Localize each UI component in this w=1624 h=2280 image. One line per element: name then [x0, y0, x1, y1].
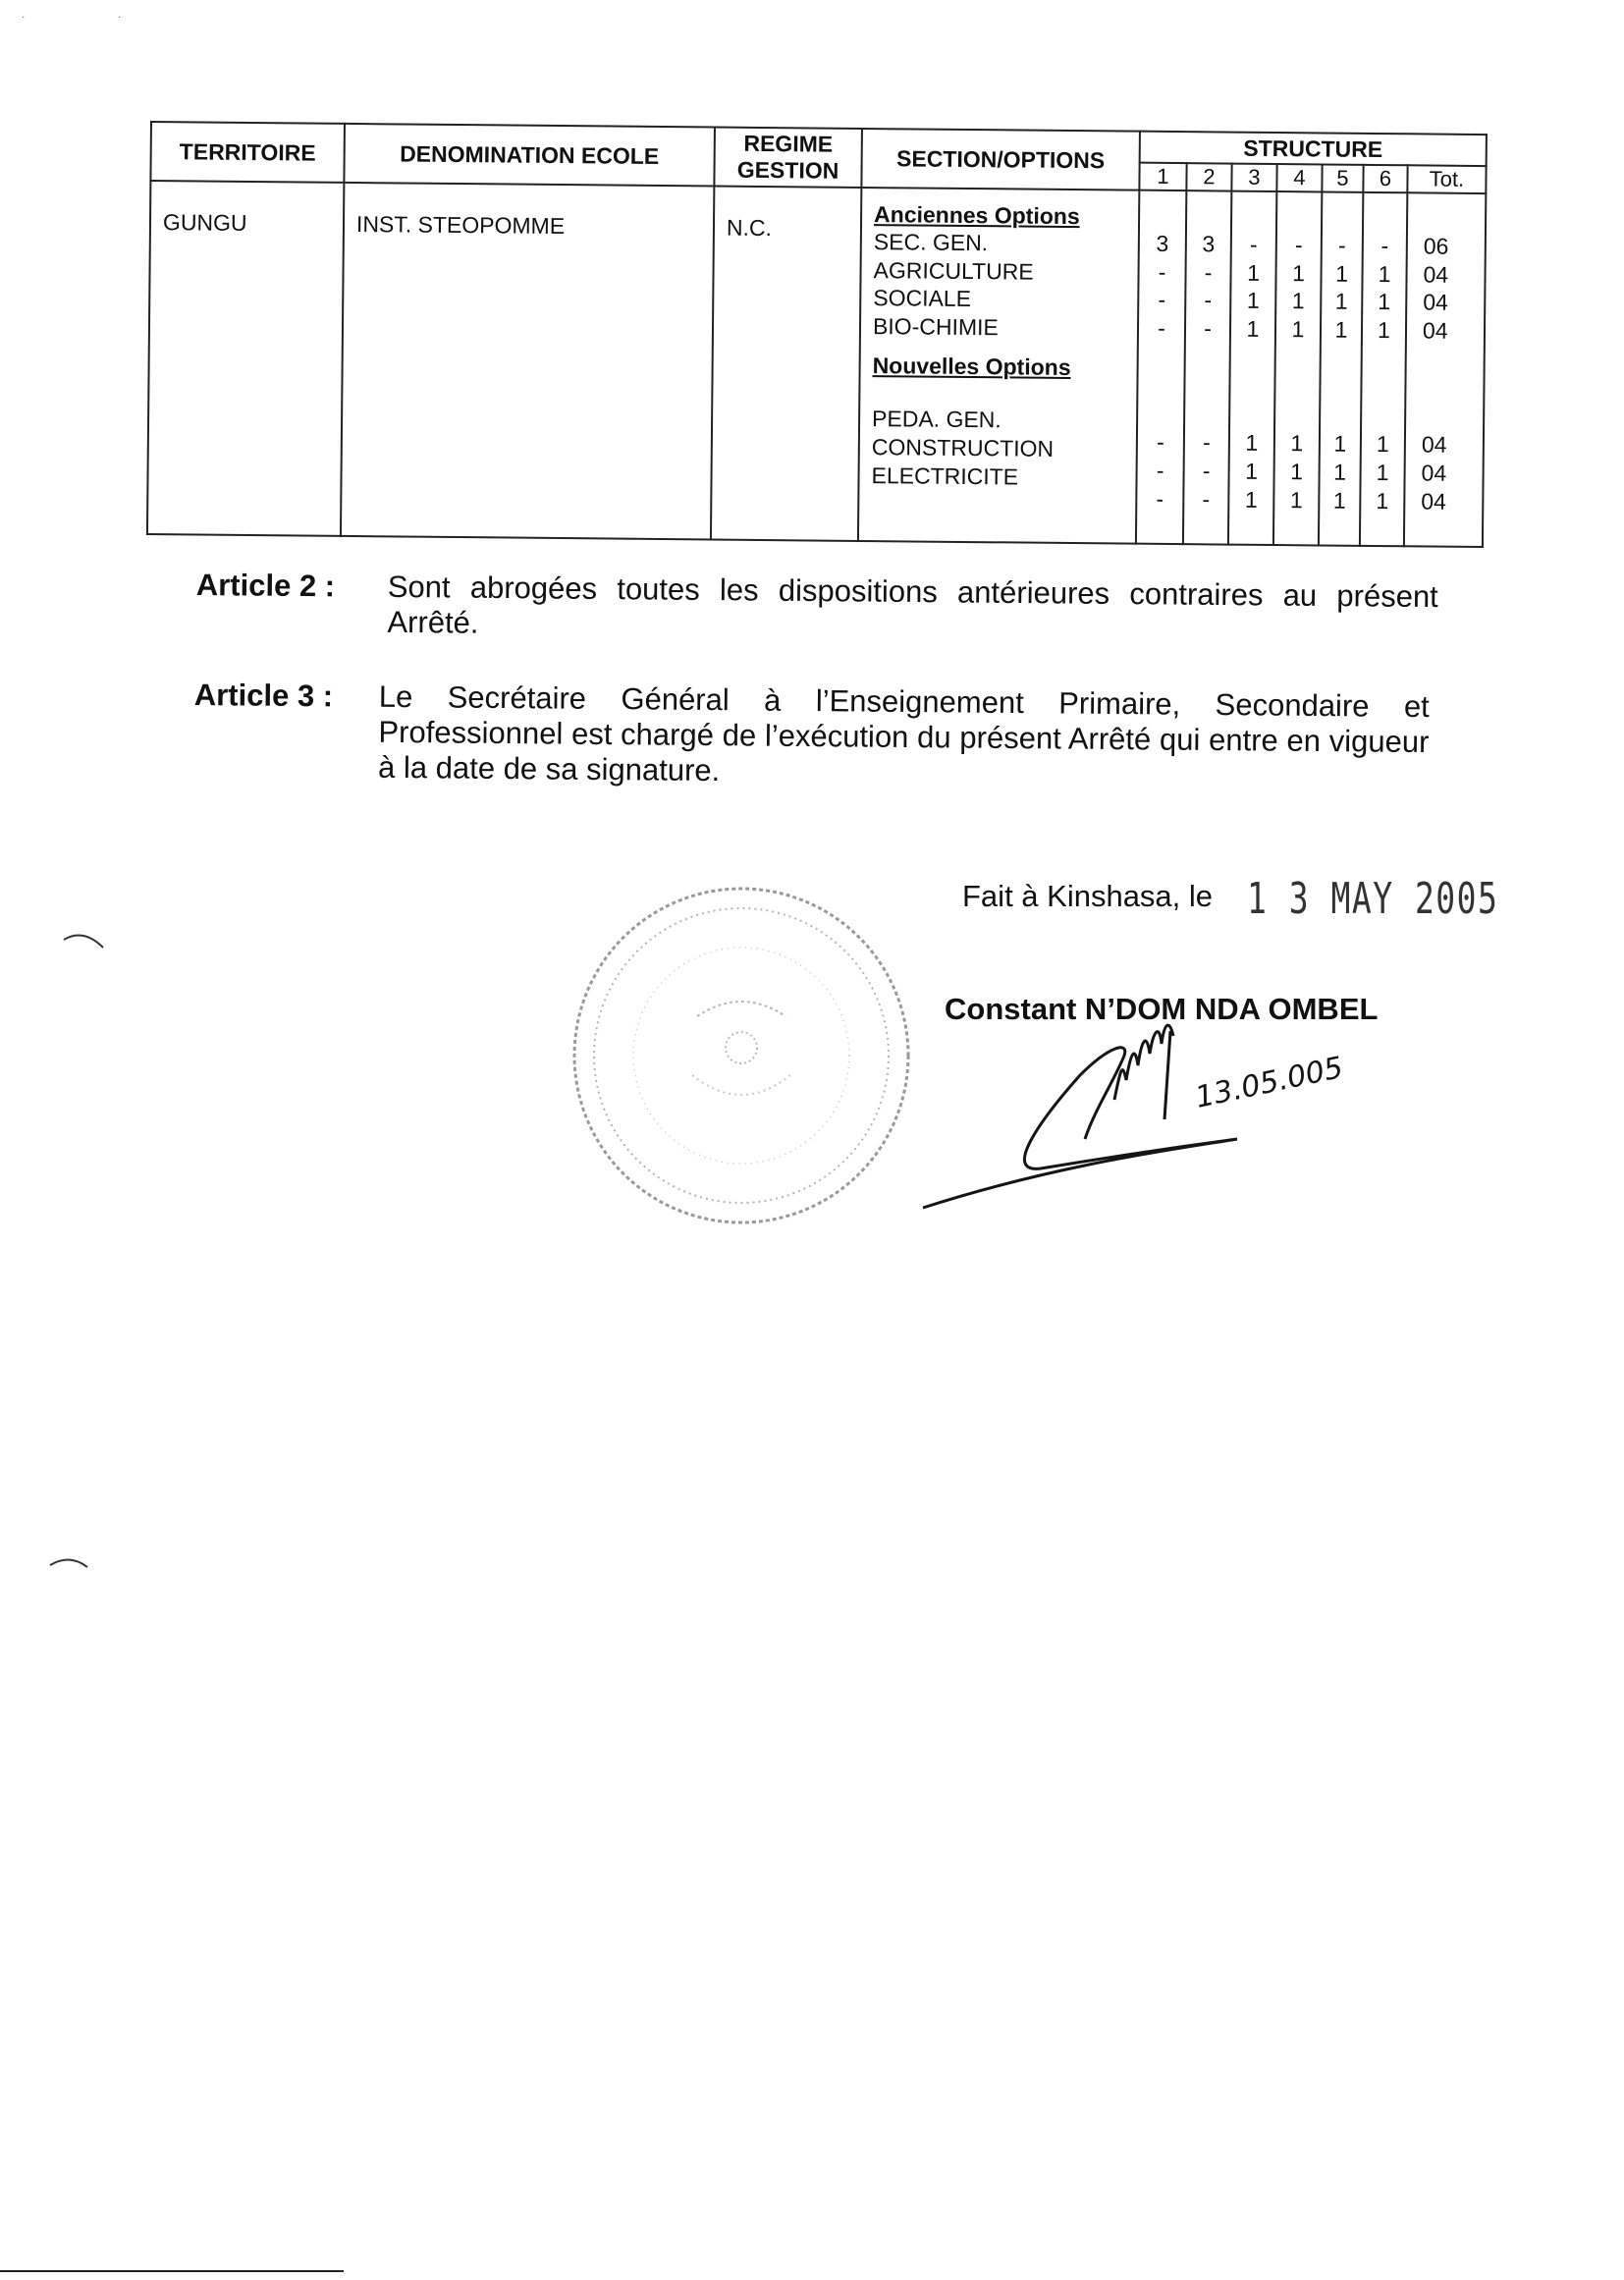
handwritten-signature — [913, 1002, 1424, 1227]
margin-mark — [61, 928, 110, 967]
structure-count: - — [1156, 429, 1164, 456]
option-name: SEC. GEN. — [873, 229, 989, 256]
structure-count: - — [1249, 231, 1258, 257]
structure-count: 1 — [1291, 315, 1305, 343]
structure-count: - — [1337, 232, 1346, 258]
scan-speck: ˙ — [118, 14, 123, 29]
structure-count: - — [1204, 315, 1212, 342]
structure-count: - — [1380, 233, 1389, 259]
col-header-denomination: DENOMINATION ECOLE — [344, 124, 715, 187]
structure-count: 1 — [1247, 259, 1261, 286]
col-header-year-4: 4 — [1276, 164, 1322, 191]
col-header-section: SECTION/OPTIONS — [861, 129, 1140, 190]
structure-count: - — [1158, 314, 1165, 341]
structure-count: - — [1204, 258, 1213, 285]
signer-name: Constant N’DOM NDA OMBEL — [945, 992, 1379, 1026]
col-header-regime — [714, 128, 862, 188]
structure-count: 04 — [1421, 431, 1447, 459]
bottom-edge-line — [0, 2266, 353, 2276]
margin-mark — [47, 1551, 96, 1581]
article-text: Sont abrogées toutes les dispositions antérieures contraires au présent Arrêté. — [387, 569, 1438, 640]
col-header-territoire: TERRITOIRE — [150, 122, 345, 183]
structure-count: 1 — [1289, 486, 1303, 513]
cell-total — [1404, 192, 1486, 547]
article-label: Article 3 : — [193, 678, 334, 714]
cell-year-2 — [1183, 190, 1231, 544]
structure-count: 1 — [1245, 458, 1259, 484]
structure-count: 1 — [1292, 259, 1306, 286]
list-nouvelles-options — [871, 405, 1136, 491]
option-name: PEDA. GEN. — [871, 406, 1001, 433]
structure-count: 06 — [1423, 233, 1449, 259]
structure-count: 1 — [1378, 260, 1391, 287]
structure-count: 1 — [1332, 487, 1346, 514]
col-header-structure: STRUCTURE — [1140, 132, 1487, 166]
official-seal-stamp — [565, 879, 918, 1232]
cell-year-3 — [1228, 191, 1276, 545]
col-header-year-2: 2 — [1186, 163, 1231, 190]
cell-options — [858, 188, 1139, 544]
structure-count: 3 — [1202, 231, 1216, 257]
col-header-year-5: 5 — [1322, 164, 1363, 191]
structure-count: - — [1158, 287, 1166, 313]
structure-count: 1 — [1376, 487, 1389, 514]
structure-count: - — [1202, 485, 1211, 512]
heading-anciennes-options: Anciennes Options — [873, 201, 1080, 230]
structure-count: 1 — [1333, 430, 1347, 458]
col-header-year-6: 6 — [1363, 165, 1407, 192]
cell-year-6 — [1360, 192, 1407, 546]
handwritten-date: 13.05.005 — [1192, 1050, 1347, 1115]
cell-year-1 — [1136, 190, 1186, 544]
structure-count: - — [1204, 287, 1213, 313]
structure-count: 04 — [1421, 488, 1447, 515]
structure-count: 04 — [1423, 289, 1449, 315]
cell-regime: N.C. — [711, 187, 861, 541]
structure-count: 04 — [1422, 317, 1448, 344]
structure-count: 1 — [1377, 316, 1391, 343]
structure-count: 1 — [1335, 260, 1349, 287]
cell-year-4 — [1273, 191, 1322, 545]
structure-count: - — [1294, 232, 1303, 258]
structure-count: - — [1202, 429, 1211, 456]
col-header-year-1: 1 — [1139, 163, 1186, 190]
col-header-regime-line1: REGIME — [743, 130, 834, 157]
option-name: ELECTRICITE — [871, 461, 1019, 490]
structure-count: 1 — [1378, 289, 1391, 315]
list-anciennes-options — [873, 228, 1138, 343]
option-name: BIO-CHIMIE — [872, 312, 999, 341]
cell-territoire: GUNGU — [147, 181, 344, 536]
cell-year-5 — [1319, 191, 1363, 545]
stamped-date: 1 3 MAY 2005 — [1247, 874, 1499, 924]
structure-count: 1 — [1245, 430, 1259, 457]
structure-count: - — [1202, 458, 1211, 484]
scan-speck: ˙ — [22, 14, 27, 29]
structure-count: 1 — [1376, 431, 1389, 458]
cell-ecole: INST. STEOPOMME — [341, 183, 714, 540]
structure-count: 1 — [1244, 486, 1258, 513]
structure-count: 1 — [1290, 459, 1304, 485]
col-header-total: Tot. — [1407, 165, 1486, 193]
structure-count: - — [1156, 457, 1164, 483]
structure-count: - — [1158, 258, 1166, 285]
heading-nouvelles-options: Nouvelles Options — [872, 353, 1071, 381]
structure-count: 1 — [1334, 288, 1348, 314]
option-name: CONSTRUCTION — [871, 434, 1055, 461]
structure-count: 1 — [1246, 287, 1260, 314]
structure-count: 1 — [1290, 430, 1304, 457]
article-text: Le Secrétaire Général à l’Enseignement Primaire, Secondaire et Professionnel est chargé de l’exécution du présent Arrêté qui entre en vigueur à la date de sa signature. — [377, 679, 1430, 788]
col-header-regime-line2: GESTION — [736, 156, 839, 184]
option-name: SOCIALE — [873, 285, 972, 312]
place-date-line: Fait à Kinshasa, le — [962, 879, 1214, 913]
col-header-year-3: 3 — [1231, 164, 1276, 191]
structure-count: 1 — [1333, 459, 1347, 485]
school-structure-table — [146, 121, 1488, 548]
structure-count: 04 — [1423, 261, 1449, 288]
structure-count: 1 — [1334, 316, 1348, 343]
structure-count: - — [1156, 485, 1164, 512]
structure-count: 1 — [1246, 315, 1260, 342]
option-name: AGRICULTURE — [873, 256, 1034, 285]
structure-count: 1 — [1291, 288, 1305, 314]
structure-count: 04 — [1421, 460, 1447, 486]
article-label: Article 2 : — [195, 568, 336, 604]
structure-count: 1 — [1376, 459, 1389, 486]
structure-count: 3 — [1156, 230, 1169, 256]
